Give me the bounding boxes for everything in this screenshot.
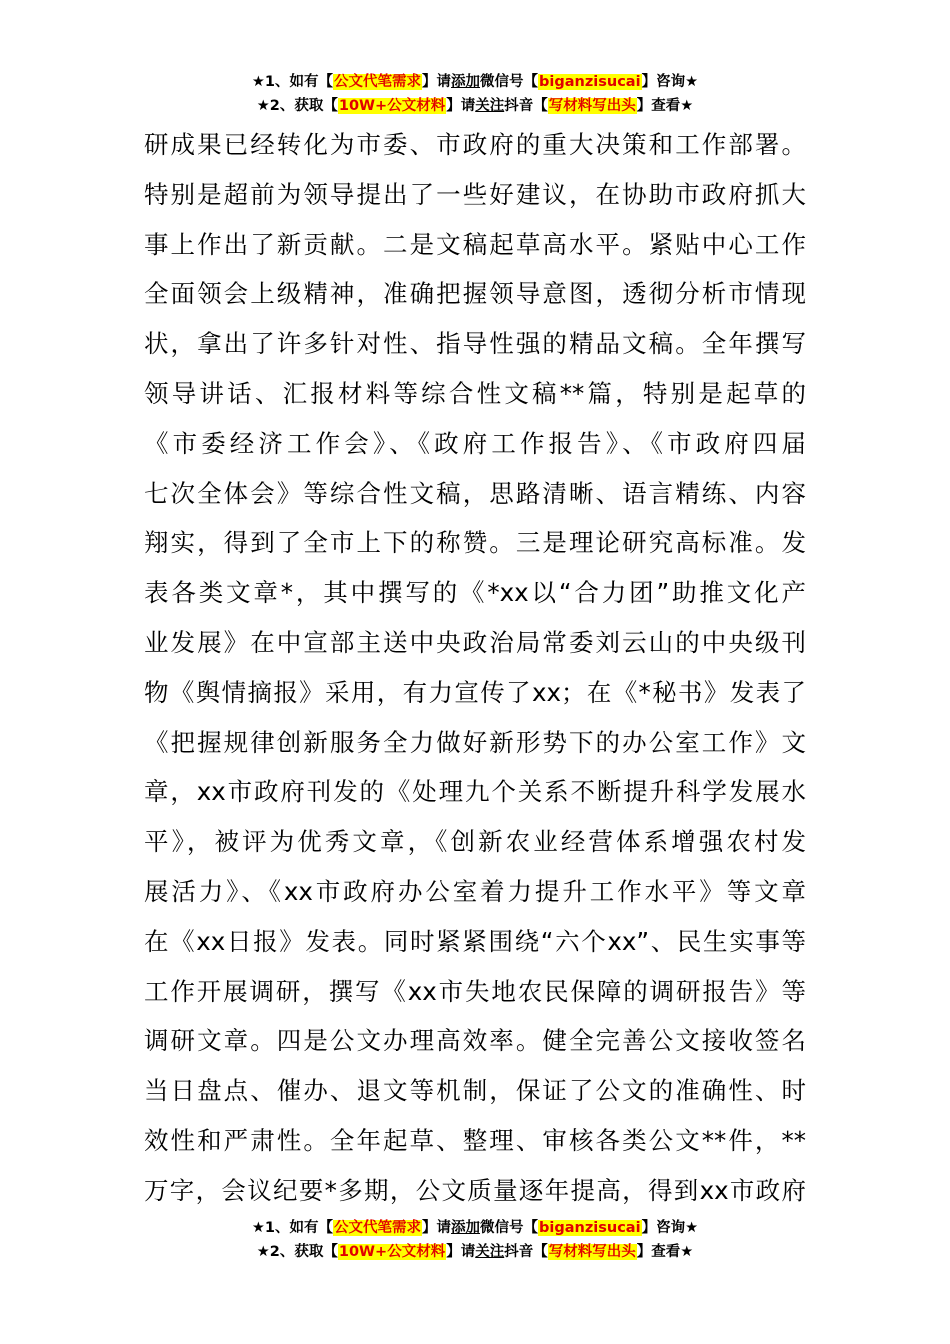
promo-text: 微信号【 [480,1220,539,1236]
body-line: 效性和严肃性。全年起草、整理、审核各类公文**件，** [144,1125,806,1155]
promo-text: 】查看★ [636,1244,694,1260]
promo-underlined: 添加 [451,74,481,90]
promo-text: 】请 [446,98,476,114]
promo-line-1 [0,70,950,94]
promo-highlight-wechat-id: biganzisucai [539,74,641,90]
promo-highlight: 公文代笔需求 [334,74,422,90]
promo-text: ★2、获取【 [256,98,338,114]
body-line: 特别是超前为领导提出了一些好建议，在协助市政府抓大 [144,179,806,209]
promo-underlined: 关注 [475,1244,505,1260]
body-line: 表各类文章*，其中撰写的《*xx以“合力团”助推文化产 [144,578,806,608]
body-line: 当日盘点、催办、退文等机制，保证了公文的准确性、时 [144,1076,806,1106]
promo-banner-bottom [0,1216,950,1264]
promo-highlight: 公文代笔需求 [334,1220,422,1236]
body-line: 《市委经济工作会》、《政府工作报告》、《市政府四届 [144,428,806,458]
body-line: 调研文章。四是公文办理高效率。健全完善公文接收签名 [144,1026,806,1056]
promo-text: 抖音【 [504,98,548,114]
promo-text: ★1、如有【 [251,74,334,90]
promo-underlined: 添加 [451,1220,481,1236]
promo-text: 】查看★ [636,98,694,114]
promo-text: 抖音【 [504,1244,548,1260]
body-line: 工作开展调研，撰写《xx市失地农民保障的调研报告》等 [144,976,806,1006]
promo-text: 】请 [446,1244,476,1260]
body-line: 七次全体会》等综合性文稿，思路清晰、语言精练、内容 [144,478,806,508]
body-line: 全面领会上级精神，准确把握领导意图，透彻分析市情现 [144,279,806,309]
body-line: 领导讲话、汇报材料等综合性文稿**篇，特别是起草的 [144,378,806,408]
promo-text: 】咨询★ [641,1220,699,1236]
promo-line-2 [0,1240,950,1264]
body-line: 业发展》在中宣部主送中央政治局常委刘云山的中央级刊 [144,627,806,657]
promo-line-2 [0,94,950,118]
body-line: 研成果已经转化为市委、市政府的重大决策和工作部署。 [144,130,806,159]
promo-text: 】请 [422,1220,452,1236]
promo-line-1 [0,1216,950,1240]
promo-highlight-wechat-id: biganzisucai [539,1220,641,1236]
promo-text: ★1、如有【 [251,1220,334,1236]
body-line: 物《舆情摘报》采用，有力宣传了xx；在《*秘书》发表了 [144,677,806,707]
promo-banner-top [0,70,950,118]
body-line: 事上作出了新贡献。二是文稿起草高水平。紧贴中心工作 [144,229,806,259]
promo-highlight: 10W+公文材料 [338,98,446,114]
body-line: 平》，被评为优秀文章，《创新农业经营体系增强农村发 [144,827,806,857]
body-line: 万字，会议纪要*多期，公文质量逐年提高，得到xx市政府 [144,1175,806,1205]
promo-highlight-douyin: 写材料写出头 [548,1244,636,1260]
promo-text: ★2、获取【 [256,1244,338,1260]
body-line: 章，xx市政府刊发的《处理九个关系不断提升科学发展水 [144,777,806,807]
body-line: 翔实，得到了全市上下的称赞。三是理论研究高标准。发 [144,528,806,558]
body-line: 在《xx日报》发表。同时紧紧围绕“六个xx”、民生实事等 [144,926,806,956]
promo-highlight-douyin: 写材料写出头 [548,98,636,114]
body-line: 展活力》、《xx市政府办公室着力提升工作水平》等文章 [144,876,806,906]
promo-underlined: 关注 [475,98,505,114]
body-line: 状，拿出了许多针对性、指导性强的精品文稿。全年撰写 [144,329,806,359]
promo-text: 】请 [422,74,452,90]
promo-text: 微信号【 [480,74,539,90]
promo-text: 】咨询★ [641,74,699,90]
document-body [144,120,806,1216]
body-line: 《把握规律创新服务全力做好新形势下的办公室工作》文 [144,727,806,757]
promo-highlight: 10W+公文材料 [338,1244,446,1260]
